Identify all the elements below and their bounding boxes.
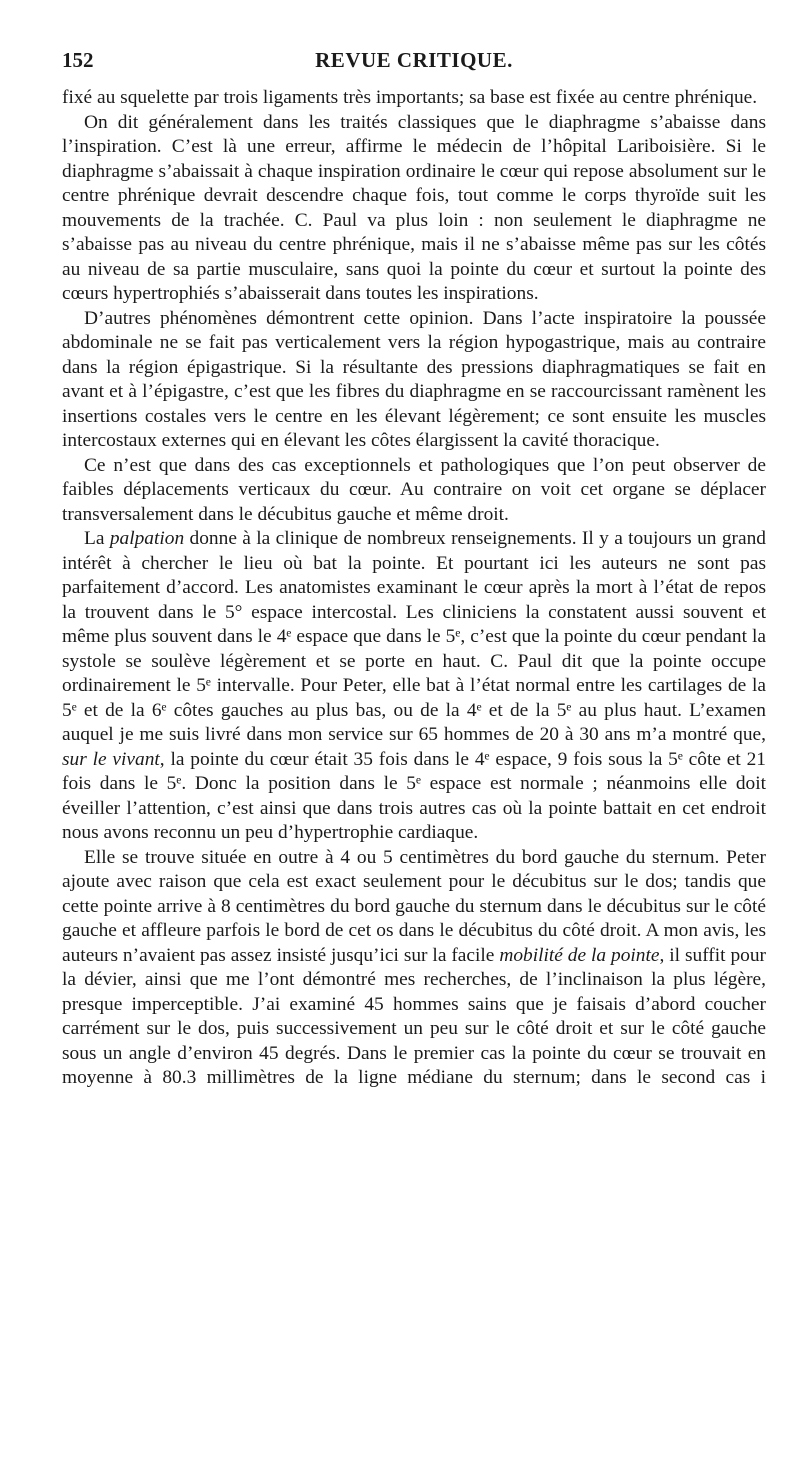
paragraph bbox=[62, 454, 766, 528]
text-run: Elle se trouve située en outre à 4 ou 5 centimètres du bord gauche du sternum. Peter ajoute avec raison que cela est exact seulement pour le décubitus sur le dos; tandis que cette pointe arrive à 8 centimètres du bord gauche du sternum dans le décubitus sur le côté gauche et affleure parfois le bord de cet os dans le décubitus du côté droit. A mon avis, les auteurs n’avaient pas assez insisté jusqu’ici sur la facile bbox=[62, 846, 766, 966]
italic-text: sur le vivant bbox=[62, 748, 160, 770]
page-number: 152 bbox=[62, 48, 94, 72]
text-run: , la pointe du cœur était 35 fois dans le 4ᵉ espace, 9 fois sous la 5ᵉ côte et 21 fois dans le 5ᵉ. Donc la position dans le 5ᵉ espace est normale ; néanmoins elle doit éveiller l’attention, c’est ainsi que dans trois autres cas où la pointe battait en cet endroit nous avons reconnu un peu d’hypertrophie cardiaque. bbox=[62, 748, 766, 843]
paragraph bbox=[62, 846, 766, 1091]
page-header bbox=[62, 46, 766, 80]
text-run: La bbox=[84, 528, 110, 549]
body-text bbox=[62, 86, 766, 1091]
text-run: fixé au squelette par trois ligaments très importants; sa base est fixée au centre phrénique. bbox=[62, 87, 758, 108]
italic-text: mobilité de la pointe bbox=[499, 944, 660, 966]
paragraph bbox=[62, 527, 766, 846]
running-title: REVUE CRITIQUE. bbox=[315, 48, 513, 72]
text-run: D’autres phénomènes démontrent cette opinion. Dans l’acte inspiratoire la poussée abdominale ne se fait pas verticalement vers la région hypogastrique, mais au contraire dans la région épigastrique. Si la résultante des pressions diaphragmatiques se fait en avant et à l’épigastre, c’est que les fibres du diaphragme en se raccourcissant ramènent les insertions costales vers le centre en les élevant légèrement; ce sont ensuite les muscles intercostaux externes qui en élevant les côtes élargissent la cavité thoracique. bbox=[62, 307, 766, 451]
text-run: On dit généralement dans les traités classiques que le diaphragme s’abaisse dans l’inspiration. C’est là une erreur, affirme le médecin de l’hôpital Lariboisière. Si le diaphragme s’abaissait à chaque inspiration ordinaire le cœur qui repose absolument sur le centre phrénique devrait descendre chaque fois, tout comme le corps thyroïde suit les mouvements de la trachée. C. Paul va plus loin : non seulement le diaphragme ne s’abaisse pas au niveau du centre phrénique, mais il ne s’abaisse même pas sur les côtés au niveau de sa partie musculaire, sans quoi la pointe du cœur et surtout la pointe des cœurs hypertrophiés s’abaisserait dans toutes les inspirations. bbox=[62, 111, 766, 304]
text-run: donne à la clinique de nombreux renseignements. Il y a toujours un grand intérêt à chercher le lieu où bat la pointe. Et pourtant ici les auteurs ne sont pas parfaitement d’accord. Les anatomistes examinant le cœur après la mort à l’état de repos la trouvent dans le 5° espace intercostal. Les cliniciens la constatent aussi souvent et même plus souvent dans le 4ᵉ espace que dans le 5ᵉ, c’est que la pointe du cœur pendant la systole se soulève légèrement et se porte en haut. C. Paul dit que la pointe occupe ordinairement le 5ᵉ intervalle. Pour Peter, elle bat à l’état normal entre les cartilages de la 5ᵉ et de la 6ᵉ côtes gauches au plus bas, ou de la 4ᵉ et de la 5ᵉ au plus haut. L’examen auquel je me suis livré dans mon service sur 65 hommes de 20 à 30 ans m’a montré que, bbox=[62, 528, 766, 745]
text-run: Ce n’est que dans des cas exceptionnels et pathologiques que l’on peut observer de faibles déplacements verticaux du cœur. Au contraire on voit cet organe se déplacer transversalement dans le décubitus gauche et même droit. bbox=[62, 454, 766, 525]
paragraph bbox=[62, 307, 766, 454]
text-run: , il suffit pour la dévier, ainsi que me l’ont démontré mes recherches, de l’inclinaison la plus légère, presque imperceptible. J’ai examiné 45 hommes sains que je faisais d’abord coucher carrément sur le dos, puis successivement un peu sur le côté droit et sur le côté gauche sous un angle d’environ 45 degrés. Dans le premier cas la pointe du cœur se trouvait en moyenne à 80.3 millimètres de la ligne médiane du sternum; dans le second cas i bbox=[62, 944, 767, 1088]
italic-text: palpation bbox=[109, 528, 185, 549]
paragraph bbox=[62, 86, 766, 111]
paragraph bbox=[62, 111, 766, 307]
